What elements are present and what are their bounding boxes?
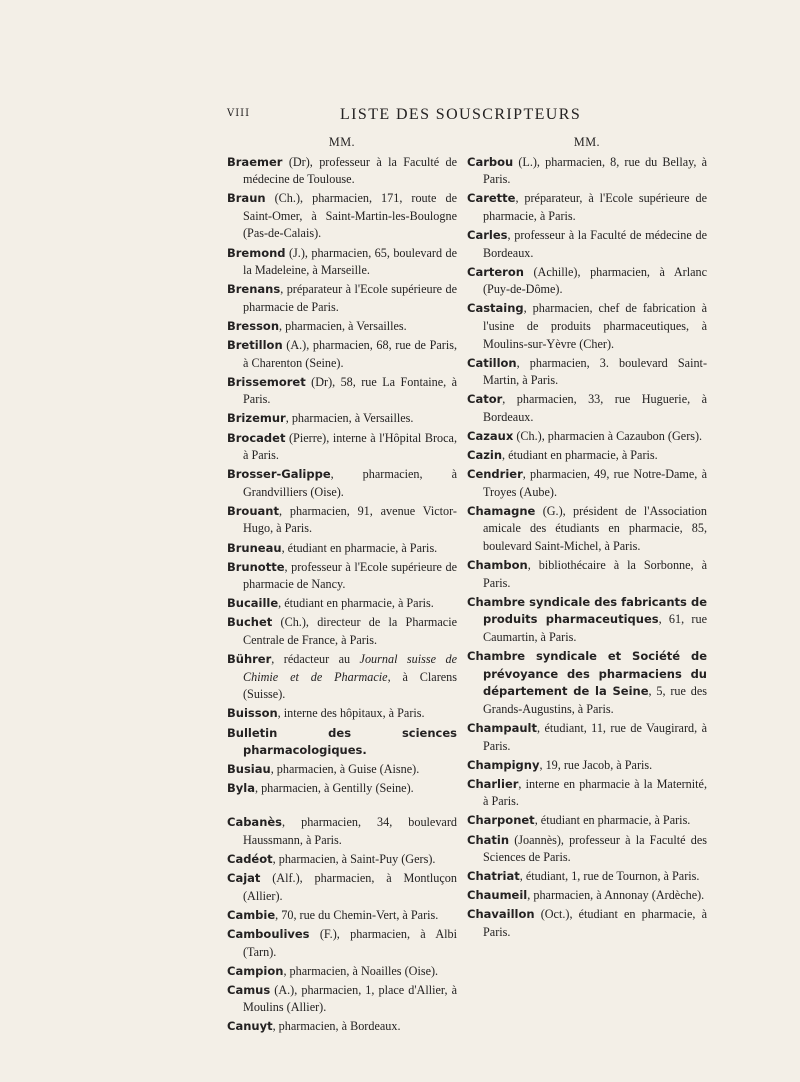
subscriber-name: Chambre syndicale des fabricants de produits pharmaceutiques bbox=[467, 594, 707, 627]
subscriber-name: Braun bbox=[227, 191, 266, 206]
subscriber-entry bbox=[467, 557, 707, 592]
subscriber-entry bbox=[227, 318, 457, 336]
subscriber-entry bbox=[467, 887, 707, 905]
right-column bbox=[467, 134, 707, 943]
subscriber-name: Chamagne bbox=[467, 503, 536, 518]
subscriber-entry bbox=[467, 466, 707, 501]
subscriber-details: (L.), pharmacien, 8, rue du Bellay, à Paris. bbox=[483, 154, 707, 187]
subscriber-list-b bbox=[227, 154, 457, 798]
subscriber-name: Bretillon bbox=[227, 338, 283, 353]
subscriber-name: Charlier bbox=[467, 776, 519, 791]
subscriber-list-c-continued bbox=[467, 154, 707, 942]
subscriber-details: (Ch.), directeur de la Pharmacie Centrale de France, à Paris. bbox=[243, 615, 457, 648]
subscriber-name: Busiau bbox=[227, 762, 271, 777]
section-gap bbox=[227, 799, 457, 814]
subscriber-details: , bibliothécaire à la Sorbonne, à Paris. bbox=[483, 558, 707, 590]
subscriber-entry bbox=[227, 503, 457, 538]
subscriber-entry bbox=[227, 907, 457, 925]
subscriber-entry bbox=[467, 720, 707, 755]
subscriber-entry bbox=[467, 594, 707, 647]
subscriber-details: , étudiant en pharmacie, à Paris. bbox=[502, 448, 658, 463]
subscriber-entry bbox=[467, 776, 707, 811]
subscriber-entry bbox=[227, 245, 457, 280]
subscriber-entry bbox=[467, 832, 707, 867]
subscriber-details: , pharmacien, à Saint-Puy (Gers). bbox=[272, 852, 436, 867]
subscriber-details: , préparateur, à l'Ecole supérieure de pharmacie, à Paris. bbox=[483, 191, 707, 223]
column-heading: MM. bbox=[328, 135, 356, 149]
subscriber-entry bbox=[467, 447, 707, 465]
subscriber-details: , interne des hôpitaux, à Paris. bbox=[277, 706, 425, 721]
subscriber-details: (Dr), professeur à la Faculté de médecine de Toulouse. bbox=[243, 154, 457, 187]
subscriber-details: , 70, rue du Chemin-Vert, à Paris. bbox=[275, 907, 439, 922]
subscriber-entry bbox=[227, 614, 457, 649]
subscriber-details: (A.), pharmacien, 68, rue de Paris, à Charenton (Seine). bbox=[243, 338, 457, 370]
subscriber-details-tail: , à Clarens (Suisse). bbox=[243, 669, 457, 702]
subscriber-name: Bruneau bbox=[227, 540, 282, 555]
subscriber-details: (Achille), pharmacien, à Arlanc (Puy-de-Dôme). bbox=[483, 264, 707, 297]
column-heading: MM. bbox=[573, 135, 601, 149]
left-column bbox=[227, 134, 457, 1038]
subscriber-entry bbox=[227, 982, 457, 1017]
subscriber-entry bbox=[227, 761, 457, 779]
subscriber-name: Brosser-Galippe bbox=[227, 467, 331, 482]
subscriber-name: Brouant bbox=[227, 503, 279, 518]
subscriber-details: (J.), pharmacien, 65, boulevard de la Madeleine, à Marseille. bbox=[243, 245, 457, 278]
subscriber-entry bbox=[227, 851, 457, 869]
subscriber-name: Canuyt bbox=[227, 1019, 273, 1034]
subscriber-name: Chaumeil bbox=[467, 888, 528, 903]
subscriber-name: Champault bbox=[467, 721, 537, 735]
subscriber-entry bbox=[467, 428, 707, 446]
subscriber-entry bbox=[227, 430, 457, 465]
subscriber-name: Carteron bbox=[467, 264, 524, 279]
subscriber-entry bbox=[467, 190, 707, 225]
subscriber-details: , interne en pharmacie à la Maternité, à Paris. bbox=[483, 776, 707, 809]
subscriber-details: , pharmacien, à Guise (Aisne). bbox=[270, 762, 420, 777]
subscriber-entry bbox=[227, 1018, 457, 1036]
subscriber-name: Carette bbox=[467, 191, 516, 206]
subscriber-entry bbox=[467, 154, 707, 189]
subscriber-entry bbox=[227, 870, 457, 905]
publication-title: Journal suisse de Chimie et de Pharmacie bbox=[243, 652, 457, 684]
subscriber-details: , pharmacien, à Bordeaux. bbox=[272, 1019, 401, 1034]
subscriber-name: Champigny bbox=[467, 757, 540, 772]
subscriber-name: Chatin bbox=[467, 832, 510, 847]
subscriber-name: Cazin bbox=[467, 448, 503, 463]
subscriber-entry bbox=[227, 559, 457, 594]
page-title: LISTE DES SOUSCRIPTEURS bbox=[340, 106, 582, 123]
subscriber-name: Cajat bbox=[227, 871, 261, 886]
subscriber-entry bbox=[467, 868, 707, 886]
subscriber-list-c bbox=[227, 814, 457, 1036]
subscriber-entry bbox=[467, 355, 707, 390]
subscriber-details: , pharmacien, 91, avenue Victor-Hugo, à Paris. bbox=[243, 503, 457, 536]
subscriber-details: , pharmacien, à Grandvilliers (Oise). bbox=[243, 467, 457, 499]
subscriber-entry bbox=[467, 300, 707, 353]
subscriber-name: Bremond bbox=[227, 245, 286, 260]
subscriber-details: , pharmacien, 34, boulevard Haussmann, à Paris. bbox=[243, 815, 457, 847]
subscriber-name: Campion bbox=[227, 963, 284, 978]
subscriber-name: Chambon bbox=[467, 558, 528, 573]
subscriber-details: (A.), pharmacien, 1, place d'Allier, à Moulins (Allier). bbox=[243, 982, 457, 1015]
subscriber-entry bbox=[227, 926, 457, 961]
subscriber-name: Byla bbox=[227, 781, 255, 796]
subscriber-entry bbox=[227, 814, 457, 849]
subscriber-name: Bresson bbox=[227, 318, 280, 333]
subscriber-name: Cendrier bbox=[467, 467, 523, 482]
subscriber-name: Bucaille bbox=[227, 596, 279, 611]
subscriber-name: Brunotte bbox=[227, 559, 285, 574]
subscriber-name: Chavaillon bbox=[467, 907, 535, 922]
subscriber-name: Buchet bbox=[227, 615, 273, 630]
subscriber-entry bbox=[467, 648, 707, 718]
subscriber-details: , professeur à la Faculté de médecine de Bordeaux. bbox=[483, 227, 707, 260]
subscriber-entry bbox=[467, 906, 707, 941]
subscriber-details: , pharmacien, à Versailles. bbox=[285, 411, 414, 426]
subscriber-details: , pharmacien, 49, rue Notre-Dame, à Troyes (Aube). bbox=[483, 467, 707, 499]
subscriber-name: Brenans bbox=[227, 282, 281, 297]
subscriber-name: Cadéot bbox=[227, 852, 273, 867]
subscriber-entry bbox=[227, 410, 457, 428]
subscriber-details: , pharmacien, à Versailles. bbox=[279, 318, 407, 333]
subscriber-entry bbox=[467, 264, 707, 299]
subscriber-entry bbox=[467, 503, 707, 556]
subscriber-details: , étudiant, 1, rue de Tournon, à Paris. bbox=[519, 869, 700, 884]
subscriber-entry bbox=[227, 374, 457, 409]
subscriber-entry bbox=[467, 227, 707, 262]
subscriber-name: Castaing bbox=[467, 301, 524, 316]
subscriber-details: (Joannès), professeur à la Faculté des Sciences de Paris. bbox=[483, 832, 707, 865]
subscriber-name: Camus bbox=[227, 982, 271, 997]
subscriber-details: , pharmacien, chef de fabrication à l'usine de produits pharmaceutiques, à Moulins-sur-Yèvre (Cher). bbox=[483, 301, 707, 351]
subscriber-entry bbox=[227, 705, 457, 723]
subscriber-name: Buisson bbox=[227, 706, 278, 721]
subscriber-details: , 61, rue Caumartin, à Paris. bbox=[483, 612, 707, 645]
subscriber-details: (Oct.), étudiant en pharmacie, à Paris. bbox=[483, 907, 707, 940]
page-number: VIII bbox=[227, 108, 251, 119]
subscriber-details: , rédacteur au bbox=[271, 652, 360, 667]
subscriber-details: , pharmacien, à Noailles (Oise). bbox=[283, 963, 439, 978]
subscriber-name: Brissemoret bbox=[227, 374, 306, 389]
subscriber-entry bbox=[227, 190, 457, 243]
subscriber-name: Cazaux bbox=[467, 429, 514, 443]
subscriber-name: Cabanès bbox=[227, 815, 283, 830]
subscriber-entry bbox=[227, 780, 457, 798]
subscriber-details: , étudiant en pharmacie, à Paris. bbox=[278, 596, 434, 611]
subscriber-name: Catillon bbox=[467, 355, 517, 370]
subscriber-name: Chambre syndicale et Société de prévoyance des pharmaciens du département de la Seine bbox=[467, 649, 707, 699]
subscriber-details: , préparateur à l'Ecole supérieure de pharmacie de Paris. bbox=[243, 282, 457, 314]
subscriber-entry bbox=[227, 595, 457, 613]
subscriber-details: , pharmacien, à Gentilly (Seine). bbox=[254, 781, 414, 796]
subscriber-details: , étudiant en pharmacie, à Paris. bbox=[281, 540, 438, 555]
subscriber-details: (G.), président de l'Association amicale des étudiants en pharmacie, 85, boulevard Saint-Michel, à Paris. bbox=[483, 503, 707, 554]
subscriber-entry bbox=[227, 281, 457, 316]
subscriber-details: , étudiant, 11, rue de Vaugirard, à Paris. bbox=[483, 721, 707, 753]
subscriber-details: , pharmacien, 33, rue Huguerie, à Bordeaux. bbox=[483, 392, 707, 424]
subscriber-details: , 5, rue des Grands-Augustins, à Paris. bbox=[483, 684, 708, 716]
subscriber-entry bbox=[227, 154, 457, 189]
subscriber-entry bbox=[227, 540, 457, 558]
subscriber-name: Cator bbox=[467, 392, 503, 407]
subscriber-entry bbox=[467, 391, 707, 426]
subscriber-details: (F.), pharmacien, à Albi (Tarn). bbox=[243, 926, 457, 959]
subscriber-details: , étudiant en pharmacie, à Paris. bbox=[534, 813, 691, 828]
subscriber-name: Cambie bbox=[227, 907, 276, 922]
subscriber-details: (Alf.), pharmacien, à Montluçon (Allier). bbox=[243, 871, 457, 903]
subscriber-details: , 19, rue Jacob, à Paris. bbox=[539, 757, 653, 772]
subscriber-entry bbox=[227, 963, 457, 981]
subscriber-entry bbox=[467, 757, 707, 775]
subscriber-name: Chatriat bbox=[467, 869, 520, 884]
subscriber-entry bbox=[227, 337, 457, 372]
subscriber-details: (Ch.), pharmacien, 171, route de Saint-Omer, à Saint-Martin-les-Boulogne (Pas-de-Calais). bbox=[243, 191, 457, 241]
subscriber-name: Carles bbox=[467, 227, 508, 242]
subscriber-entry bbox=[227, 725, 457, 760]
subscriber-entry bbox=[467, 812, 707, 830]
subscriber-details: (Ch.), pharmacien à Cazaubon (Gers). bbox=[513, 429, 703, 443]
subscriber-name: Bührer bbox=[227, 652, 272, 667]
subscriber-name: Brocadet bbox=[227, 430, 286, 445]
subscriber-name: Brizemur bbox=[227, 411, 286, 426]
subscriber-name: Charponet bbox=[467, 813, 535, 828]
subscriber-details: , pharmacien, 3. boulevard Saint-Martin, à Paris. bbox=[483, 355, 707, 388]
subscriber-details: , professeur à l'Ecole supérieure de pharmacie de Nancy. bbox=[243, 559, 457, 592]
subscriber-details: (Pierre), interne à l'Hôpital Broca, à Paris. bbox=[243, 430, 457, 463]
subscriber-details: (Dr), 58, rue La Fontaine, à Paris. bbox=[243, 374, 457, 407]
subscriber-details: , pharmacien, à Annonay (Ardèche). bbox=[527, 888, 705, 903]
subscriber-entry bbox=[227, 651, 457, 704]
subscriber-name: Carbou bbox=[467, 154, 514, 169]
subscriber-name: Bulletin des sciences pharmacologiques. bbox=[227, 725, 457, 758]
subscriber-name: Camboulives bbox=[227, 926, 310, 941]
subscriber-entry bbox=[227, 466, 457, 501]
subscriber-name: Braemer bbox=[227, 154, 283, 169]
